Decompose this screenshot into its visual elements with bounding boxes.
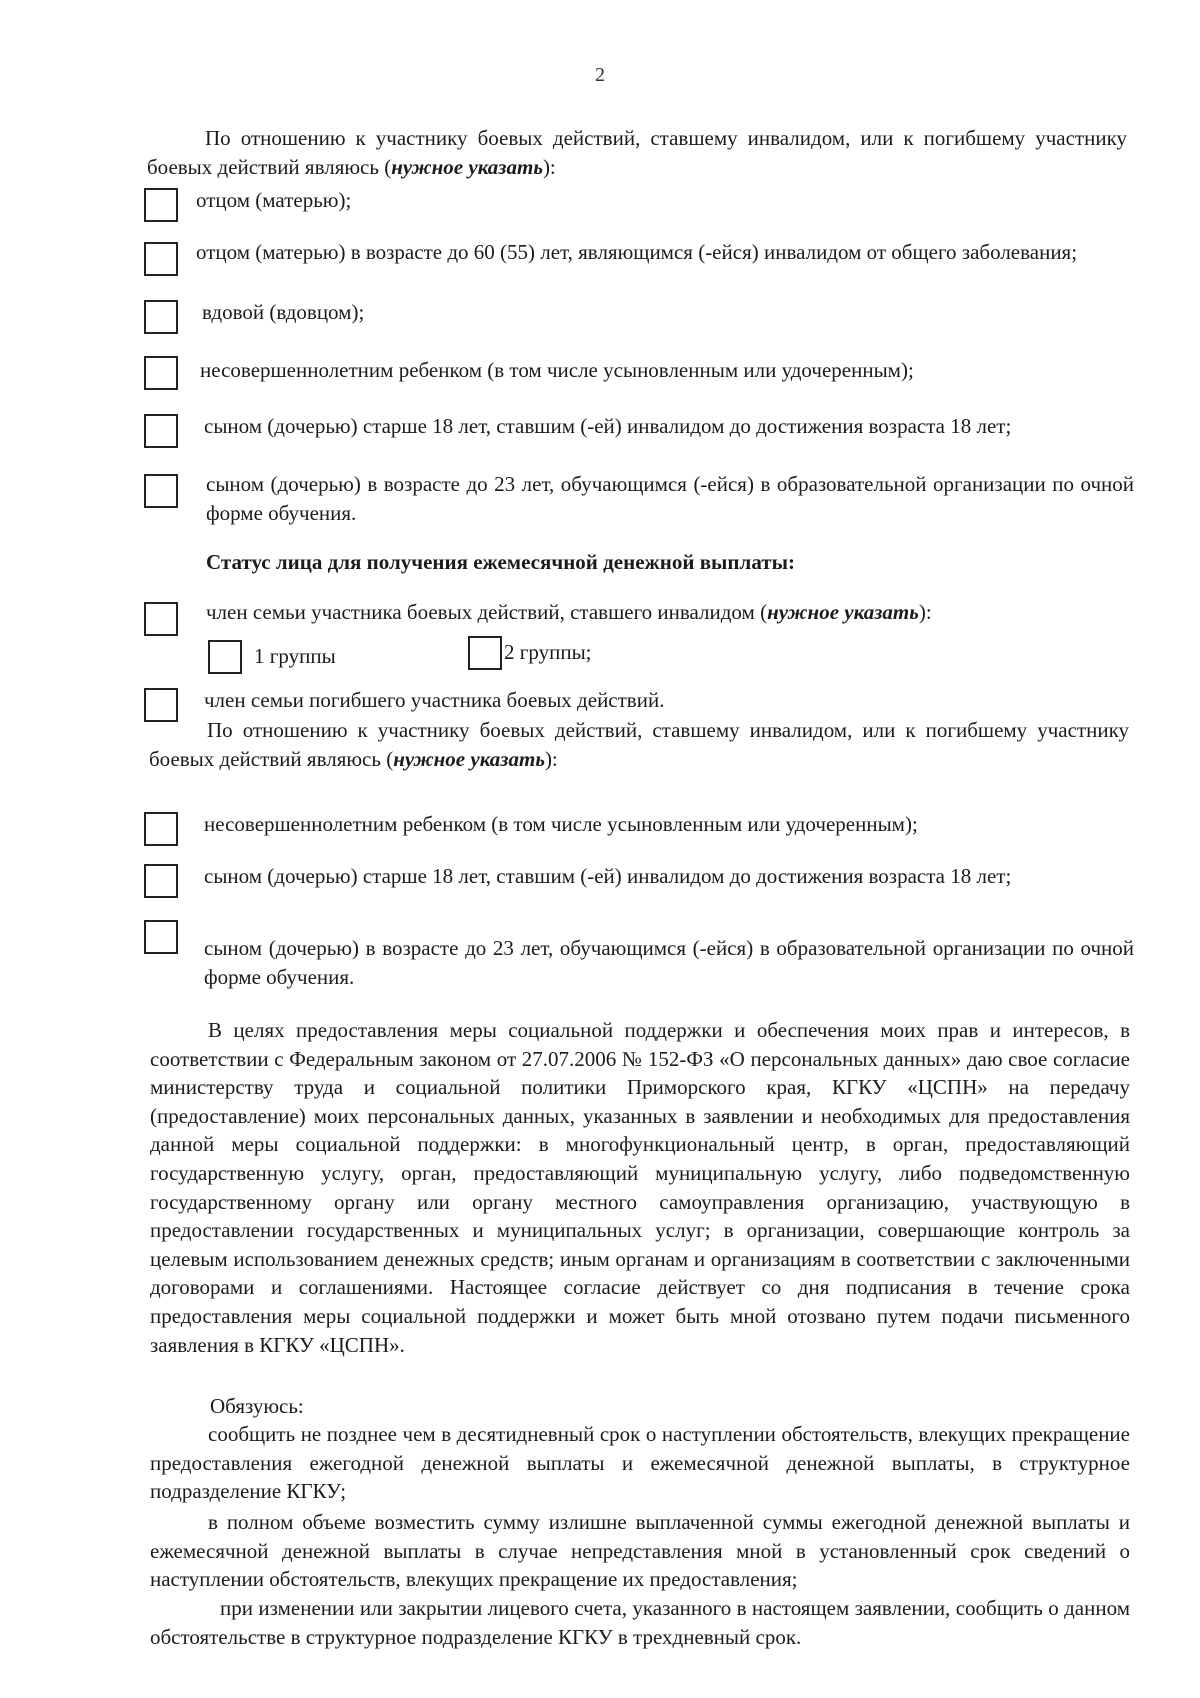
checkbox[interactable] <box>144 864 178 898</box>
page-number: 2 <box>595 64 605 86</box>
group-2-label: 2 группы; <box>504 640 592 664</box>
section2-option-2 <box>144 860 1134 920</box>
obligation-item-3: при изменении или закрытии лицевого счета, указанного в настоящем заявлении, сообщить о данном обстоятельстве в структурное подразделение КГКУ в трехдневный срок. <box>150 1596 1130 1649</box>
section1-option-4 <box>144 352 1134 412</box>
section1-option-1 <box>144 184 1134 244</box>
section1-option-5 <box>144 410 1134 470</box>
obligation-item-1: сообщить не позднее чем в десятидневный срок о наступлении обстоятельств, влекущих прекращение предоставления ежегодной денежной выплаты и ежемесячной денежной выплаты, в структурное подразделение КГКУ; <box>150 1422 1130 1503</box>
section1-intro-text: По отношению к участнику боевых действий, ставшему инвалидом, или к погибшему участнику боевых действий являюсь ( <box>147 126 1127 179</box>
obligation-item-2: в полном объеме возместить сумму излишне выплаченной суммы ежегодной денежной выплаты и ежемесячной денежной выплаты в случае непредставления мной в установленный срок сведений о наступлении обстоятельств, влекущих прекращение их предоставления; <box>150 1510 1130 1591</box>
checkbox[interactable] <box>144 474 178 508</box>
section2-option-2-label: сыном (дочерью) старше 18 лет, ставшим (-ей) инвалидом до достижения возраста 18 лет; <box>204 864 1012 888</box>
section1-option-1-label: отцом (матерью); <box>196 188 352 212</box>
checkbox[interactable] <box>144 812 178 846</box>
checkbox[interactable] <box>144 242 178 276</box>
group-1-option <box>208 640 508 680</box>
checkbox[interactable] <box>144 920 178 954</box>
section2-option-3-label: сыном (дочерью) в возрасте до 23 лет, обучающимся (-ейся) в образовательной организации по очной форме обучения. <box>204 936 1134 989</box>
section2-intro-emphasis: нужное указать <box>393 747 545 771</box>
checkbox[interactable] <box>208 640 242 674</box>
section1-option-2-label: отцом (матерью) в возрасте до 60 (55) лет, являющимся (-ейся) инвалидом от общего заболевания; <box>196 240 1078 264</box>
section2-option-1 <box>144 808 1134 868</box>
section1-option-5-label: сыном (дочерью) старше 18 лет, ставшим (-ей) инвалидом до достижения возраста 18 лет; <box>204 414 1012 438</box>
section1-intro-end: ): <box>542 155 556 179</box>
section1-option-6 <box>144 470 1134 530</box>
checkbox[interactable] <box>144 602 178 636</box>
section1-intro-emphasis: нужное указать <box>391 155 543 179</box>
section1-option-3-label: вдовой (вдовцом); <box>202 300 365 324</box>
status-option-1-end: ): <box>918 600 932 624</box>
obligations-title: Обязуюсь: <box>210 1394 304 1418</box>
checkbox[interactable] <box>144 356 178 390</box>
section2-intro-end: ): <box>544 747 558 771</box>
status-option-1-label <box>206 598 1134 627</box>
checkbox[interactable] <box>144 300 178 334</box>
status-option-2-label: член семьи погибшего участника боевых действий. <box>204 688 665 712</box>
section1-option-3 <box>144 296 1134 356</box>
group-1-label: 1 группы <box>254 644 336 668</box>
checkbox[interactable] <box>144 414 178 448</box>
section1-option-6-label: сыном (дочерью) в возрасте до 23 лет, обучающимся (-ейся) в образовательной организации по очной форме обучения. <box>206 472 1134 525</box>
checkbox[interactable] <box>468 636 502 670</box>
consent-paragraph: В целях предоставления меры социальной поддержки и обеспечения моих прав и интересов, в соответствии с Федеральным законом от 27.07.2006 № 152-ФЗ «О персональных данных» даю свое согласие министерству труда и социальной политики Приморского края, КГКУ «ЦСПН» на передачу (предоставление) моих персональных данных, указанных в заявлении и необходимых для предоставления данной меры социальной поддержки: в многофункциональный центр, в орган, предоставляющий государственную услугу, орган, предоставляющий муниципальную услугу, либо подведомственную государственному органу или органу местного самоуправления организацию, участвующую в предоставлении государственных и муниципальных услуг; в организации, совершающие контроль за целевым использованием денежных средств; иным органам и организациям в соответствии с заключенными договорами и соглашениями. Настоящее согласие действует со дня подписания в течение срока предоставления меры социальной поддержки и может быть мной отозвано путем подачи письменного заявления в КГКУ «ЦСПН». <box>150 1018 1130 1357</box>
section1-option-2 <box>144 236 1134 296</box>
group-2-option <box>468 636 768 676</box>
section1-option-4-label: несовершеннолетним ребенком (в том числе усыновленным или удочеренным); <box>200 358 914 382</box>
status-option-1-emphasis: нужное указать <box>767 600 919 624</box>
section2-intro-text: По отношению к участнику боевых действий, ставшему инвалидом, или к погибшему участнику боевых действий являюсь ( <box>149 718 1129 771</box>
status-option-1-text: член семьи участника боевых действий, ставшего инвалидом ( <box>206 600 768 624</box>
status-heading: Статус лица для получения ежемесячной денежной выплаты: <box>206 550 795 574</box>
section1-intro <box>147 124 1127 182</box>
checkbox[interactable] <box>144 188 178 222</box>
section2-option-3 <box>144 916 1134 989</box>
section2-intro <box>149 716 1129 774</box>
section2-option-1-label: несовершеннолетним ребенком (в том числе усыновленным или удочеренным); <box>204 812 918 836</box>
